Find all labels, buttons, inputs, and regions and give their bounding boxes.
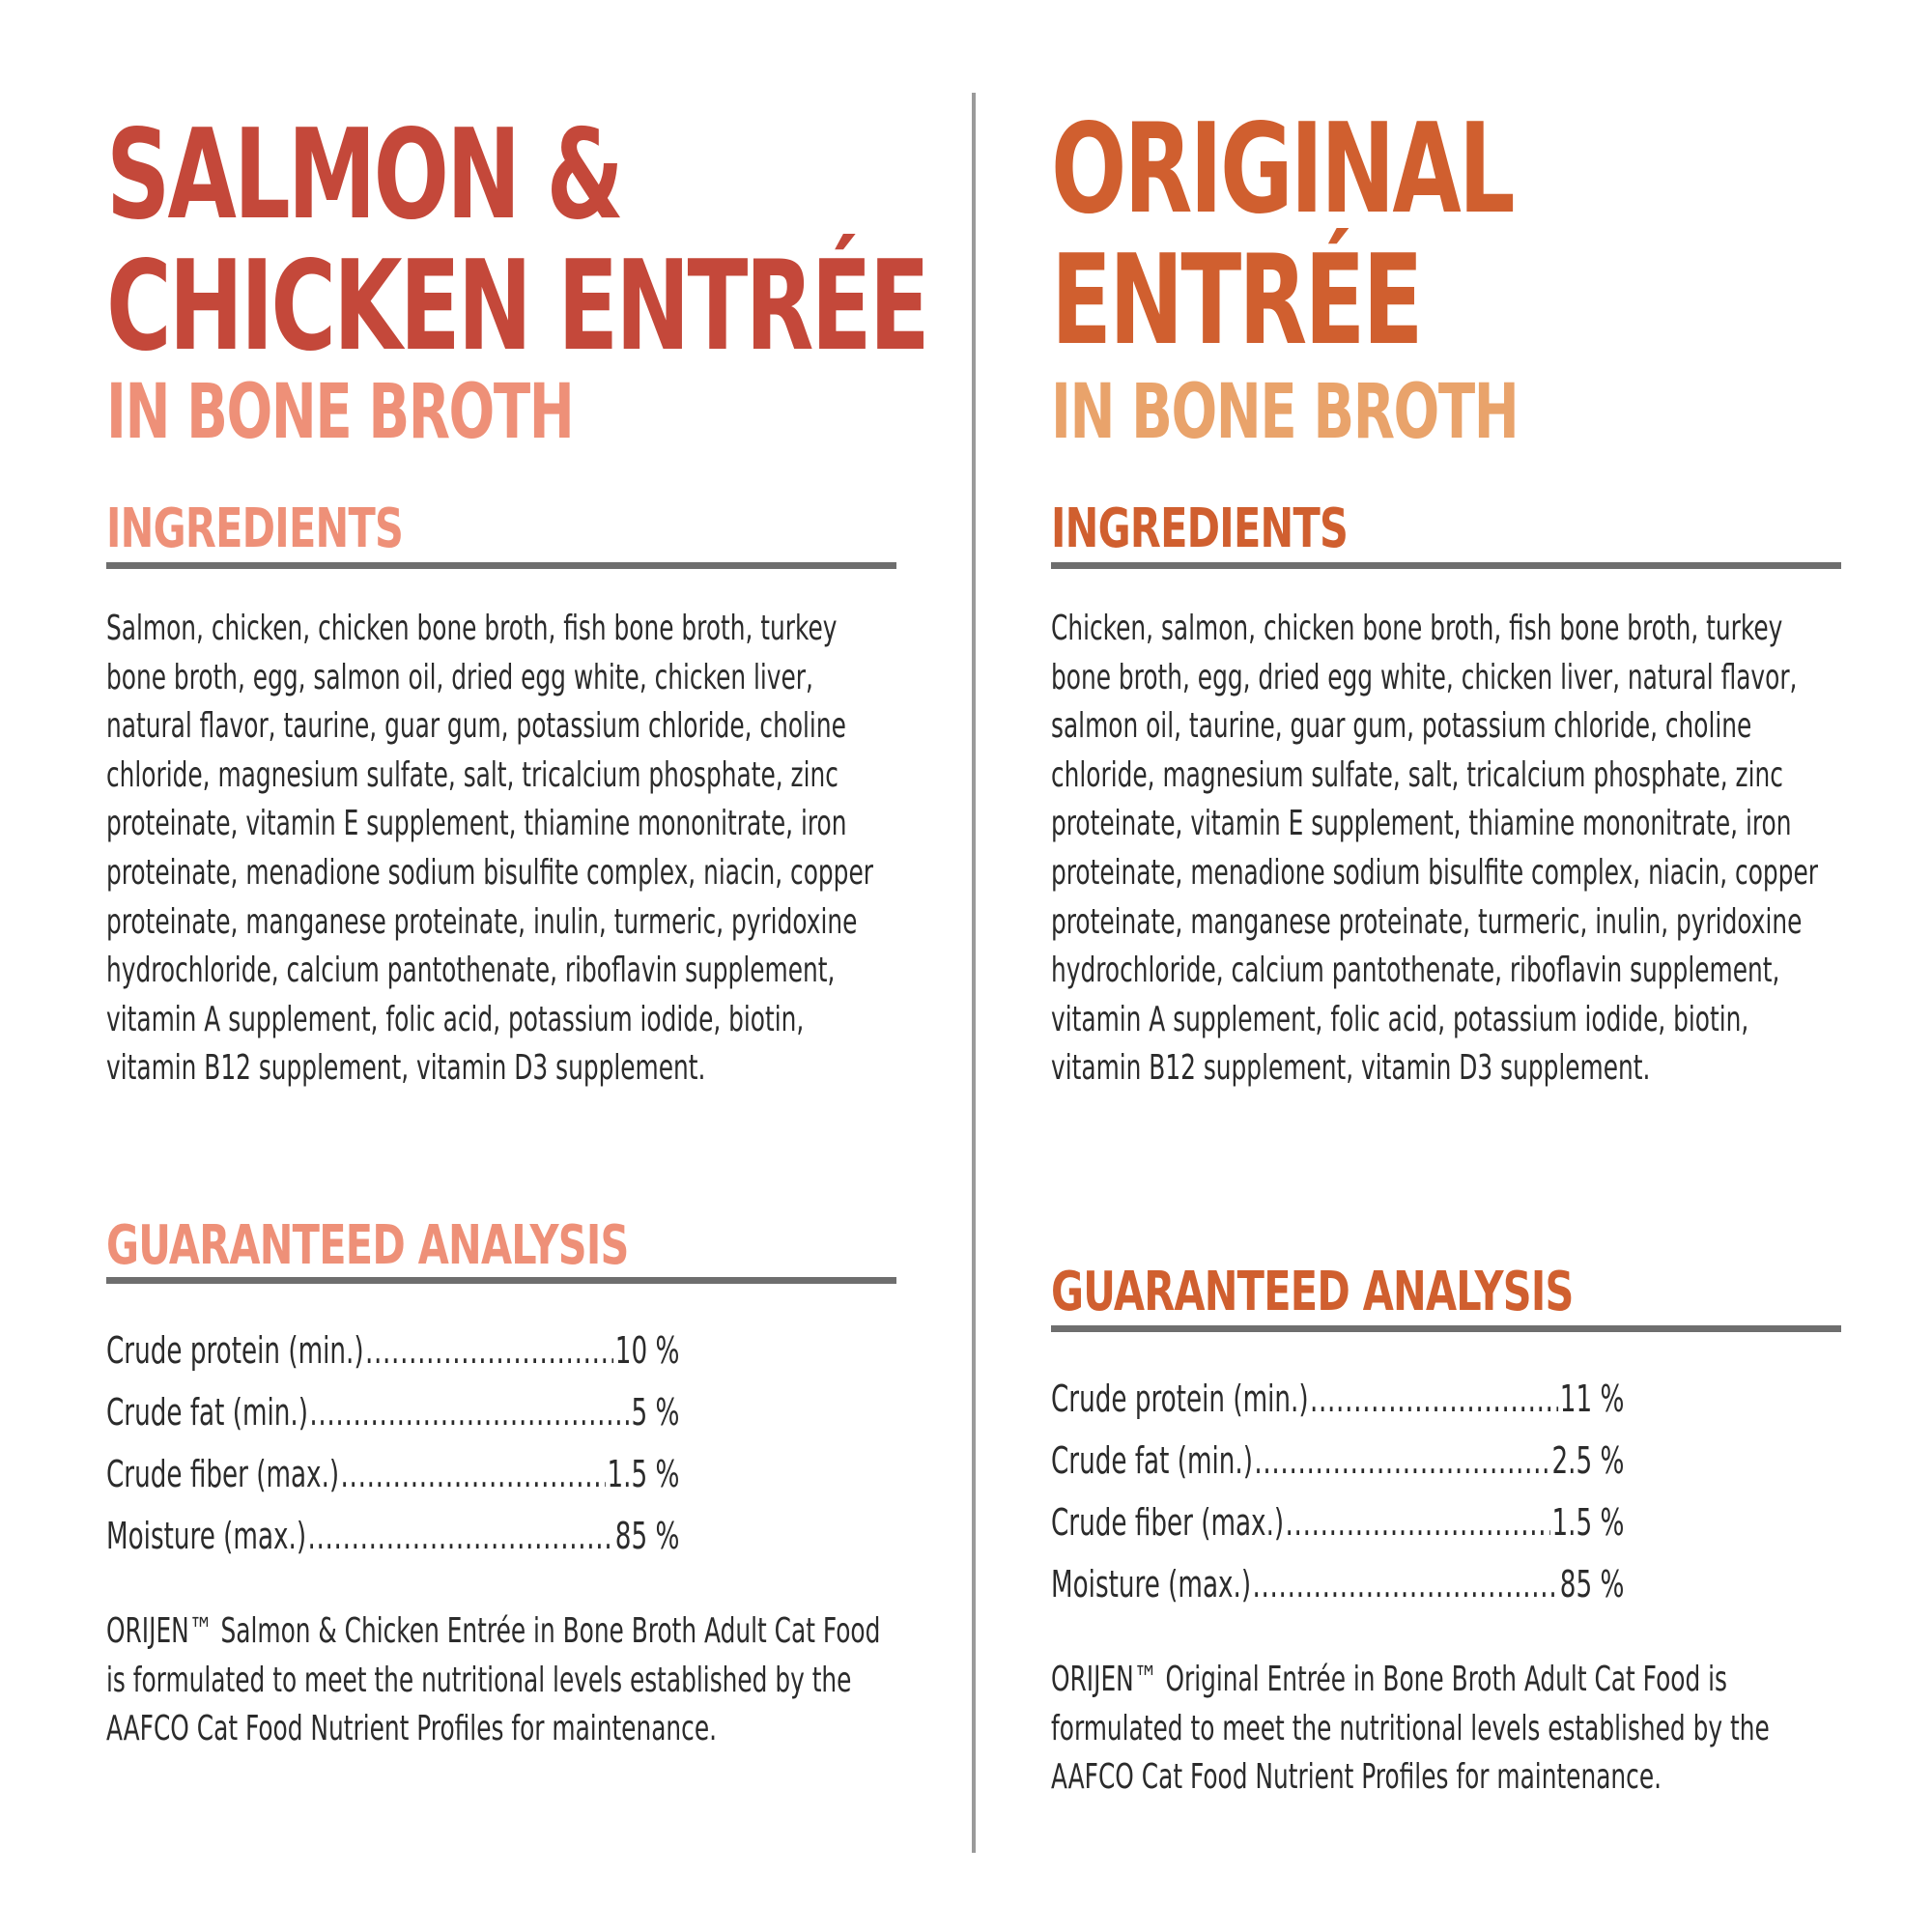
right-ingredients-heading: INGREDIENTS: [1051, 497, 1349, 560]
analysis-row: [1051, 1553, 1624, 1615]
analysis-value: 10 %: [614, 1329, 680, 1372]
left-ingredients-text: Salmon, chicken, chicken bone broth, fish bone broth, turkey bone broth, egg, salmon oil, dried egg white, chicken liver, natural flavor, taurine, guar gum, potassium chloride, choline chloride, magnesium sulfate, salt, tricalcium phosphate, zinc proteinate, vitamin E supplement, thiamine mononitrate, iron proteinate, menadione sodium bisulfite complex, niacin, copper proteinate, manganese proteinate, inulin, turmeric, pyridoxine hydrochloride, calcium pantothenate, riboflavin supplement, vitamin A supplement, folic acid, potassium iodide, biotin, vitamin B12 supplement, vitamin D3 supplement.: [106, 609, 873, 1089]
analysis-label: Moisture (max.): [106, 1515, 307, 1557]
left-analysis-heading: GUARANTEED ANALYSIS: [106, 1214, 629, 1277]
right-analysis-table: [1051, 1368, 1624, 1615]
analysis-label: Crude fat (min.): [1051, 1439, 1253, 1482]
column-divider: [972, 93, 976, 1853]
analysis-label: Crude protein (min.): [106, 1329, 364, 1372]
analysis-label: Crude fiber (max.): [1051, 1501, 1285, 1544]
left-analysis-table: [106, 1320, 679, 1567]
left-aafco-statement: ORIJEN™ Salmon & Chicken Entrée in Bone Broth Adult Cat Food is formulated to meet the nutritional levels established by the AAFCO Cat Food Nutrient Profiles for maintenance.: [106, 1611, 881, 1749]
analysis-row: [106, 1320, 679, 1381]
analysis-value: 5 %: [631, 1391, 680, 1434]
analysis-value: 1.5 %: [1551, 1501, 1625, 1544]
left-analysis-rule: [106, 1277, 896, 1284]
analysis-value: 85 %: [614, 1515, 680, 1557]
right-aafco-statement: ORIJEN™ Original Entrée in Bone Broth Adult Cat Food is formulated to meet the nutritional levels established by the AAFCO Cat Food Nutrient Profiles for maintenance.: [1051, 1660, 1770, 1798]
leader-dots: [365, 1320, 613, 1381]
analysis-row: [106, 1381, 679, 1443]
left-ingredients-heading: INGREDIENTS: [106, 497, 404, 560]
left-subtitle: IN BONE BROTH: [106, 369, 574, 456]
analysis-row: [106, 1505, 679, 1567]
right-analysis-rule: [1051, 1325, 1841, 1332]
right-ingredients-text: Chicken, salmon, chicken bone broth, fish bone broth, turkey bone broth, egg, dried egg white, chicken liver, natural flavor, salmon oil, taurine, guar gum, potassium chloride, choline chloride, magnesium sulfate, salt, tricalcium phosphate, zinc proteinate, vitamin E supplement, thiamine mononitrate, iron proteinate, menadione sodium bisulfite complex, niacin, copper proteinate, manganese proteinate, turmeric, inulin, pyridoxine hydrochloride, calcium pantothenate, riboflavin supplement, vitamin A supplement, folic acid, potassium iodide, biotin, vitamin B12 supplement, vitamin D3 supplement.: [1051, 609, 1818, 1089]
leader-dots: [341, 1443, 607, 1505]
right-ingredients-rule: [1051, 562, 1841, 569]
analysis-label: Moisture (max.): [1051, 1563, 1252, 1605]
analysis-row: [1051, 1492, 1624, 1553]
right-analysis-heading: GUARANTEED ANALYSIS: [1051, 1261, 1574, 1323]
analysis-value: 85 %: [1559, 1563, 1625, 1605]
analysis-row: [1051, 1368, 1624, 1430]
leader-dots: [1254, 1430, 1550, 1492]
left-title-line-1: SALMON &: [106, 103, 622, 247]
leader-dots: [1286, 1492, 1551, 1553]
leader-dots: [307, 1505, 613, 1567]
analysis-row: [106, 1443, 679, 1505]
analysis-label: Crude protein (min.): [1051, 1378, 1309, 1420]
analysis-label: Crude fiber (max.): [106, 1453, 340, 1495]
analysis-row: [1051, 1430, 1624, 1492]
leader-dots: [309, 1381, 630, 1443]
right-title-line-2: ENTRÉE: [1051, 229, 1421, 373]
analysis-value: 11 %: [1559, 1378, 1625, 1420]
leader-dots: [1252, 1553, 1558, 1615]
analysis-value: 2.5 %: [1551, 1439, 1625, 1482]
left-title-line-2: CHICKEN ENTRÉE: [106, 235, 927, 379]
analysis-value: 1.5 %: [607, 1453, 680, 1495]
left-ingredients-rule: [106, 562, 896, 569]
leader-dots: [1310, 1368, 1558, 1430]
right-subtitle: IN BONE BROTH: [1051, 369, 1519, 456]
analysis-label: Crude fat (min.): [106, 1391, 308, 1434]
right-title-line-1: ORIGINAL: [1051, 98, 1513, 242]
